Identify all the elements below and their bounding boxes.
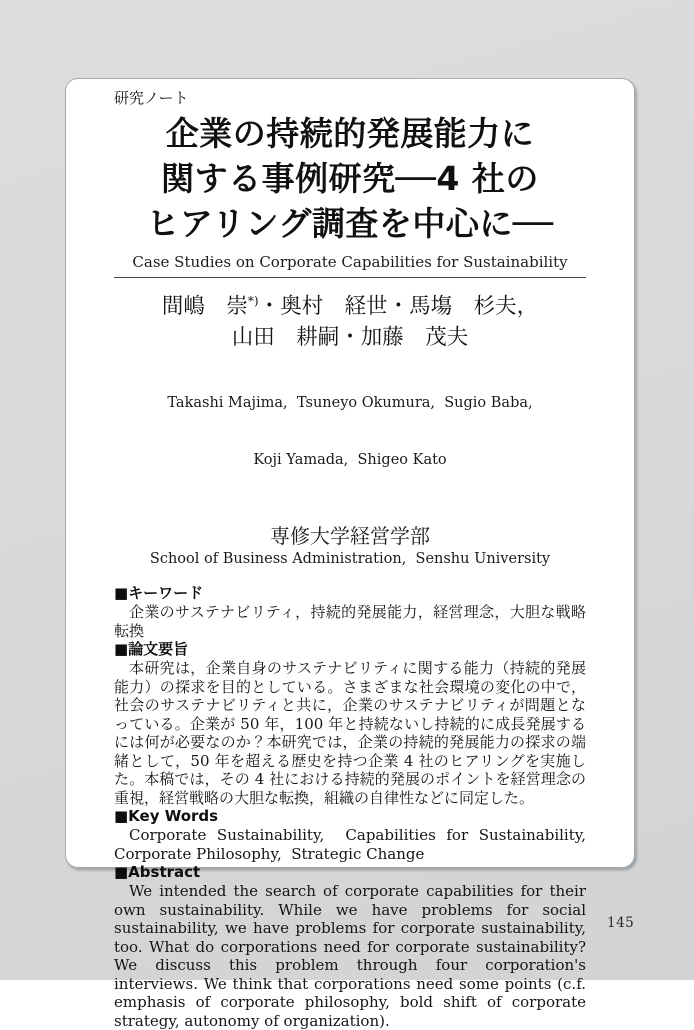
author-names: ・奥村 経世・馬塲 杉夫， <box>258 294 539 319</box>
keywords-ja-body: 企業のサステナビリティ，持続的発展能力，経営理念，大胆な戦略転換 <box>114 603 586 640</box>
page-number: 145 <box>607 915 635 931</box>
article-title-line: 企業の持続的発展能力に <box>165 114 535 153</box>
authors-en-line1: Takashi Majima, Tsuneyo Okumura, Sugio Baba, <box>167 395 533 411</box>
authors-ja-line1 <box>114 291 586 322</box>
author-footnote-marker: *) <box>247 293 259 308</box>
abstract-en-body: We intended the search of corporate capabilities for their own sustainability. While we have problems for social sustainability, we have problems for corporate sustainability, too. What do corporations need for corporate sustainability? We discuss this problem through four corporation's interviews. We think that corporations need some points (c.f. emphasis of corporate philosophy, bold shift of corporate strategy, autonomy of organization). <box>114 882 586 1030</box>
authors-en-line2: Koji Yamada, Shigeo Kato <box>253 452 447 468</box>
title-divider-rule <box>114 277 586 278</box>
authors-ja-line2: 山田 耕嗣・加藤 茂夫 <box>231 325 469 350</box>
metadata-sections <box>114 584 596 1030</box>
article-title-line: ヒアリング調査を中心に── <box>146 204 554 243</box>
summary-ja-heading: ■論文要旨 <box>114 640 189 658</box>
author-name: 間嶋 崇 <box>161 294 248 319</box>
keywords-en-heading: ■Key Words <box>114 807 219 825</box>
summary-ja-body: 本研究は，企業自身のサステナビリティに関する能力（持続的発展能力）の探求を目的としている。さまざまな社会環境の変化の中で，社会のサステナビリティと共に，企業のサステナビリティが問題となっている。企業が 50 年，100 年と持続ないし持続的に成長発展するには何が必要なのか？本研究では，企業の持続的発展能力の探求の端緒として，50 年を超える歴史を持つ企業 4 社のヒアリングを実施した。本稿では，その 4 社における持続的発展のポイントを経営理念の重視，経営戦略の大胆な転換，組織の自律性などに同定した。 <box>114 659 586 807</box>
article-title-en: Case Studies on Corporate Capabilities for Sustainability <box>132 253 568 271</box>
article-title-line: 関する事例研究──4 社の <box>161 159 539 198</box>
article-title-ja <box>114 111 586 246</box>
affiliation-japanese: 専修大学経営学部 <box>270 524 430 548</box>
abstract-en-heading: ■Abstract <box>114 863 201 881</box>
keywords-ja-heading: ■キーワード <box>114 584 204 602</box>
affiliation-english: School of Business Administration, Senshu University <box>149 551 551 567</box>
authors-english <box>114 356 586 508</box>
authors-japanese <box>114 291 586 353</box>
keywords-en-body: Corporate Sustainability, Capabilities for Sustainability, Corporate Philosophy, Strategic Change <box>114 826 596 863</box>
article-type-label: 研究ノート <box>114 89 189 107</box>
